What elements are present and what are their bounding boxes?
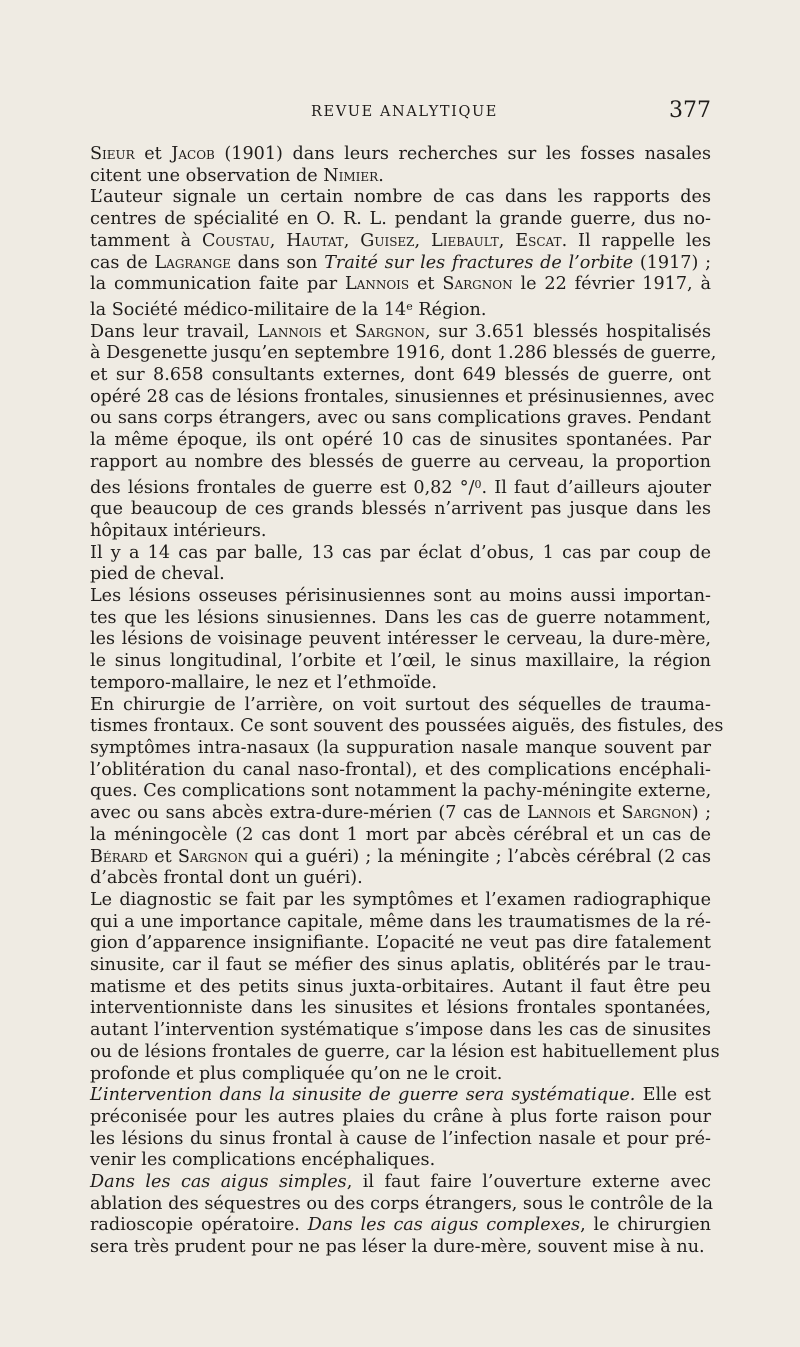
text-line	[66, 608, 711, 630]
text-line	[66, 977, 711, 999]
text-run: Lannois	[257, 321, 322, 342]
text-run: gion d’apparence insignifiante. L’opacité ne veut pas dire fatalement	[90, 933, 711, 954]
text-run: tismes frontaux. Ce sont souvent des poussées aiguës, des fistules, des	[90, 716, 724, 737]
text-run: ,	[269, 230, 287, 251]
paragraph	[66, 543, 711, 586]
text-run: .	[378, 165, 384, 186]
text-run: Sargnon	[354, 321, 425, 342]
text-run: rapport au nombre des blessés de guerre au cerveau, la proportion	[90, 451, 711, 472]
paragraph	[66, 694, 724, 890]
text-run: centres de spécialité en O. R. L. pendant la grande guerre, dus no-	[90, 209, 711, 230]
journal-title: REVUE ANALYTIQUE	[311, 104, 498, 120]
text-run: sinusite, car il faut se méfier des sinus aplatis, oblitérés par le trau-	[90, 955, 711, 976]
text-line	[66, 452, 711, 474]
paragraph	[66, 187, 711, 321]
text-line	[66, 499, 711, 521]
text-line	[66, 144, 711, 166]
text-line	[66, 803, 711, 825]
text-line	[66, 1085, 711, 1107]
text-run: et	[409, 274, 443, 295]
text-run: L’auteur signale un certain nombre de cas dans les rapports des	[90, 187, 711, 208]
text-line	[66, 1107, 711, 1129]
page-number: 377	[669, 98, 711, 123]
text-line	[66, 365, 711, 387]
text-line	[66, 322, 711, 344]
paragraph	[66, 889, 720, 1085]
text-run: qui a une importance capitale, même dans les traumatismes de la ré-	[90, 911, 711, 932]
text-run: le sinus longitudinal, l’orbite et l’œil, le sinus maxillaire, la région	[90, 651, 711, 672]
text-run: symptômes intra-nasaux (la suppuration nasale manque souvent par	[90, 737, 711, 758]
text-run: Dans les cas aigus complexes	[307, 1215, 581, 1236]
text-run: (1901) dans leurs recherches sur les fosses nasales	[214, 144, 711, 164]
text-run: sera très prudent pour ne pas léser la dure-mère, souvent mise à nu.	[90, 1237, 705, 1258]
text-line	[66, 474, 711, 500]
text-run: 0	[474, 477, 482, 491]
text-run: Il y a 14 cas par balle, 13 cas par éclat d’obus, 1 cas par coup de	[90, 542, 711, 563]
text-line	[66, 166, 711, 188]
text-run: Région.	[412, 299, 487, 320]
text-line	[66, 847, 711, 869]
text-line	[66, 386, 715, 409]
text-line	[66, 1172, 711, 1194]
text-run: avec ou sans abcès extra-dure-mérien (7 cas de	[90, 803, 527, 824]
text-run: , le chirurgien	[580, 1215, 711, 1236]
text-run: et	[148, 846, 178, 867]
text-run: et sur 8.658 consultants externes, dont 649 blessés de guerre, ont	[90, 365, 711, 386]
text-run: temporo-mallaire, le nez et l’ethmoïde.	[90, 672, 438, 693]
text-run: ou sans corps étrangers, avec ou sans complications graves. Pendant	[90, 408, 711, 429]
text-line	[66, 1194, 711, 1216]
text-run: à Desgenette jusqu’en septembre 1916, dont 1.286 blessés de guerre,	[90, 343, 717, 364]
text-run: e	[406, 299, 413, 313]
text-run: Coustau	[202, 230, 270, 251]
text-line	[66, 825, 711, 847]
text-line	[66, 716, 724, 738]
text-run: des lésions frontales de guerre est 0,82 °/	[90, 477, 475, 498]
text-line	[66, 1020, 711, 1042]
text-run: Traité sur les fractures de l’orbite	[324, 252, 634, 273]
text-run: citent une observation de	[90, 165, 324, 186]
text-run: Bérard	[90, 846, 149, 867]
text-run: la méningocèle (2 cas dont 1 mort par abcès cérébral et un cas de	[90, 824, 711, 845]
text-run: Jacob	[171, 144, 215, 164]
text-run: Lannois	[344, 274, 410, 295]
text-line	[66, 253, 711, 275]
text-line	[66, 629, 711, 651]
text-run: ou de lésions frontales de guerre, car la lésion est habituellement plus	[90, 1041, 720, 1062]
text-run: profonde et plus compliquée qu’on ne le croit.	[90, 1063, 503, 1084]
text-run: Elle est	[635, 1085, 711, 1106]
text-line	[66, 408, 711, 430]
text-run: d’abcès frontal dont un guéri).	[90, 868, 363, 889]
text-line	[66, 274, 711, 296]
text-line	[66, 231, 711, 253]
text-run: cas de	[90, 252, 155, 273]
text-line	[66, 695, 711, 717]
text-line	[66, 1215, 711, 1237]
paragraph	[66, 321, 717, 543]
text-run: , il faut faire l’ouverture externe avec	[346, 1172, 711, 1193]
paragraph	[66, 144, 711, 187]
text-line	[66, 564, 711, 586]
text-line	[66, 1129, 711, 1151]
text-run: tamment à	[90, 230, 203, 251]
text-run: la même époque, ils ont opéré 10 cas de sinusites spontanées. Par	[90, 430, 711, 451]
text-run: ablation des séquestres ou des corps étrangers, sous le contrôle de la	[90, 1193, 713, 1214]
text-line	[66, 1237, 711, 1259]
text-run: et	[321, 321, 355, 342]
text-run: hôpitaux intérieurs.	[90, 520, 267, 541]
text-line	[66, 296, 711, 322]
text-line	[66, 187, 711, 209]
text-run: , sur 3.651 blessés hospitalisés	[425, 321, 711, 342]
text-run: autant l’intervention systématique s’impose dans les cas de sinusites	[90, 1020, 711, 1041]
text-run: Lagrange	[154, 252, 231, 273]
text-run: Sargnon	[621, 803, 692, 824]
text-line	[66, 955, 711, 977]
text-line	[66, 1150, 711, 1172]
text-line	[66, 760, 711, 782]
text-run: ,	[498, 230, 516, 251]
text-line	[66, 998, 711, 1020]
text-line	[66, 890, 711, 912]
paragraph	[66, 1085, 711, 1172]
text-run: ques. Ces complications sont notamment la pachy-méningite externe,	[90, 781, 712, 802]
text-run: ,	[343, 230, 361, 251]
text-run: qui a guéri) ; la méningite ; l’abcès cérébral (2 cas	[248, 846, 712, 867]
text-line	[66, 586, 711, 608]
running-head	[66, 98, 711, 130]
text-line	[66, 1041, 720, 1064]
paragraph	[66, 1172, 711, 1259]
text-run: interventionniste dans les sinusites et lésions frontales spontanées,	[90, 998, 711, 1019]
text-run: Lannois	[526, 803, 592, 824]
text-line	[66, 673, 711, 695]
text-run: ) ;	[691, 803, 712, 824]
text-run: Hautat	[286, 230, 344, 251]
text-run: Dans les cas aigus simples	[90, 1172, 347, 1193]
text-run: et	[134, 144, 172, 164]
paragraph	[66, 586, 711, 695]
text-run: Escat	[515, 230, 562, 251]
text-line	[66, 543, 711, 565]
text-run: opéré 28 cas de lésions frontales, sinusiennes et présinusiennes, avec	[90, 386, 715, 407]
text-line	[66, 933, 711, 955]
text-run: Sargnon	[442, 274, 513, 295]
text-run: pied de cheval.	[90, 564, 225, 585]
text-line	[66, 430, 711, 452]
text-run: Guisez	[360, 230, 415, 251]
text-run: les lésions du sinus frontal à cause de l’infection nasale et pour pré-	[90, 1128, 711, 1149]
text-run: les lésions de voisinage peuvent intéresser le cerveau, la dure-mère,	[90, 629, 711, 650]
text-run: radioscopie opératoire.	[90, 1215, 308, 1236]
text-run: ,	[414, 230, 432, 251]
text-run: préconisée pour les autres plaies du crâne à plus forte raison pour	[90, 1106, 711, 1127]
text-run: et	[591, 803, 622, 824]
text-line	[66, 1064, 711, 1086]
text-run: venir les complications encéphaliques.	[90, 1150, 436, 1171]
text-run: Dans leur travail,	[90, 321, 258, 342]
text-run: tes que les lésions sinusiennes. Dans les cas de guerre notamment,	[90, 607, 711, 628]
text-line	[66, 343, 717, 365]
text-run: l’oblitération du canal naso-frontal), et des complications encéphali-	[90, 759, 711, 780]
text-run: Sieur	[90, 144, 135, 164]
text-run: la Société médico-militaire de la 14	[90, 299, 407, 320]
text-run: dans son	[230, 252, 325, 273]
text-run: la communication faite par	[90, 274, 345, 295]
article-body	[66, 144, 724, 1259]
text-run: que beaucoup de ces grands blessés n’arrivent pas jusque dans les	[90, 499, 711, 520]
text-run: . Il faut d’ailleurs ajouter	[481, 477, 712, 498]
text-run: En chirurgie de l’arrière, on voit surtout des séquelles de trauma-	[90, 694, 711, 715]
text-run: le 22 février 1917, à	[512, 274, 711, 295]
text-run: (1917) ;	[633, 252, 712, 273]
text-run: matisme et des petits sinus juxta-orbitaires. Autant il faut être peu	[90, 976, 711, 997]
text-line	[66, 912, 711, 934]
text-line	[66, 868, 711, 890]
text-run: Sargnon	[177, 846, 249, 867]
text-run: . Il rappelle les	[561, 230, 712, 251]
text-line	[66, 781, 711, 803]
text-run: Liebault	[431, 230, 499, 251]
text-line	[66, 738, 711, 760]
text-run: L’intervention dans la sinusite de guerre sera systématique.	[90, 1085, 636, 1106]
text-run: Nimier	[323, 165, 379, 186]
text-line	[66, 209, 711, 231]
text-line	[66, 521, 711, 543]
text-run: Le diagnostic se fait par les symptômes et l’examen radiographique	[90, 889, 711, 910]
text-run: Les lésions osseuses périsinusiennes sont au moins aussi importan-	[90, 586, 711, 607]
text-line	[66, 651, 711, 673]
